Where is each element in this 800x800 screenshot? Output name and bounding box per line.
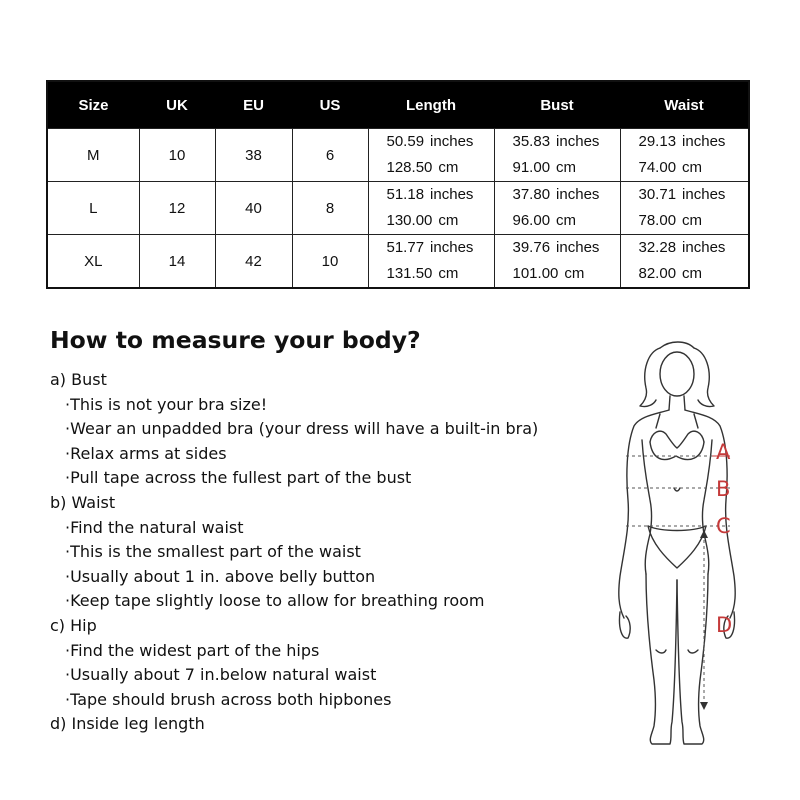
header-waist: Waist [620,81,749,129]
cell-length [368,182,494,235]
cell-us: 6 [292,129,368,182]
waist-cm-value: 78.00 [638,212,677,229]
cell-uk: 10 [139,129,215,182]
header-eu: EU [215,81,292,129]
cell-bust [494,182,620,235]
label-b: B [716,477,731,501]
bust-inches-value: 37.80 [512,186,551,203]
section-hip [50,614,610,712]
guide-title: How to measure your body? [50,326,421,354]
header-bust: Bust [494,81,620,129]
unit-cm: cm [564,265,585,282]
tip-item: ·Keep tape slightly loose to allow for breathing room [65,591,485,611]
unit-cm: cm [438,265,459,282]
length-inches-value: 51.77 [386,239,425,256]
unit-cm: cm [682,212,703,229]
tip-item: ·Find the natural waist [65,517,244,537]
bust-cm-value: 91.00 [512,159,551,176]
bust-cm-value: 96.00 [512,212,551,229]
waist-inches-value: 32.28 [638,239,677,256]
unit-inches: inches [556,186,600,203]
bust-inches-value: 35.83 [512,133,551,150]
header-us: US [292,81,368,129]
section-bust [50,368,610,491]
unit-cm: cm [682,159,703,176]
cell-waist [620,182,749,235]
tip-item: ·Relax arms at sides [65,443,227,463]
unit-inches: inches [556,239,600,256]
section-inside-leg [50,712,610,737]
waist-cm-value: 82.00 [638,265,677,282]
table-row [47,235,749,289]
label-a: A [716,440,731,464]
unit-cm: cm [438,159,459,176]
header-size: Size [47,81,139,129]
cell-uk: 14 [139,235,215,289]
tip-item: ·Usually about 7 in.below natural waist [65,665,377,685]
tip-item: ·This is the smallest part of the waist [65,542,361,562]
cell-eu: 40 [215,182,292,235]
bust-cm-value: 101.00 [512,265,559,282]
tip-item: ·Wear an unpadded bra (your dress will have a built-in bra) [65,419,539,439]
waist-cm-value: 74.00 [638,159,677,176]
tip-item: ·Pull tape across the fullest part of the bust [65,468,412,488]
cell-length [368,235,494,289]
body-outline-icon [590,330,770,760]
cell-eu: 38 [215,129,292,182]
header-uk: UK [139,81,215,129]
cell-waist [620,235,749,289]
length-inches-value: 51.18 [386,186,425,203]
label-c: C [716,514,731,538]
waist-inches-value: 29.13 [638,133,677,150]
section-label: d) Inside leg length [50,714,205,734]
tip-item: ·Find the widest part of the hips [65,640,320,660]
unit-inches: inches [430,186,474,203]
body-figure-illustration [590,330,770,760]
unit-inches: inches [556,133,600,150]
cell-size: XL [47,235,139,289]
unit-inches: inches [682,133,726,150]
unit-inches: inches [430,239,474,256]
unit-cm: cm [556,159,577,176]
cell-us: 10 [292,235,368,289]
cell-size: M [47,129,139,182]
tip-item: ·Tape should brush across both hipbones [65,689,392,709]
tip-item: ·This is not your bra size! [65,394,268,414]
cell-waist [620,129,749,182]
tip-item: ·Usually about 1 in. above belly button [65,566,376,586]
unit-inches: inches [682,239,726,256]
length-cm-value: 130.00 [386,212,433,229]
unit-inches: inches [430,133,474,150]
bust-inches-value: 39.76 [512,239,551,256]
cell-eu: 42 [215,235,292,289]
section-label: a) Bust [50,370,107,389]
cell-bust [494,129,620,182]
unit-cm: cm [682,265,703,282]
label-d: D [716,613,733,637]
section-label: b) Waist [50,492,116,512]
header-length: Length [368,81,494,129]
measure-guide [50,368,610,737]
size-chart-table [46,80,750,289]
length-cm-value: 128.50 [386,159,433,176]
unit-inches: inches [682,186,726,203]
section-label: c) Hip [50,615,97,635]
table-row [47,129,749,182]
cell-size: L [47,182,139,235]
unit-cm: cm [556,212,577,229]
arrow-down-icon [700,702,708,710]
cell-bust [494,235,620,289]
cell-length [368,129,494,182]
table-row [47,182,749,235]
unit-cm: cm [438,212,459,229]
size-table-header-row [47,81,749,129]
section-waist [50,491,610,614]
cell-uk: 12 [139,182,215,235]
waist-inches-value: 30.71 [638,186,677,203]
length-cm-value: 131.50 [386,265,433,282]
arrow-up-icon [700,530,708,538]
cell-us: 8 [292,182,368,235]
length-inches-value: 50.59 [386,133,425,150]
